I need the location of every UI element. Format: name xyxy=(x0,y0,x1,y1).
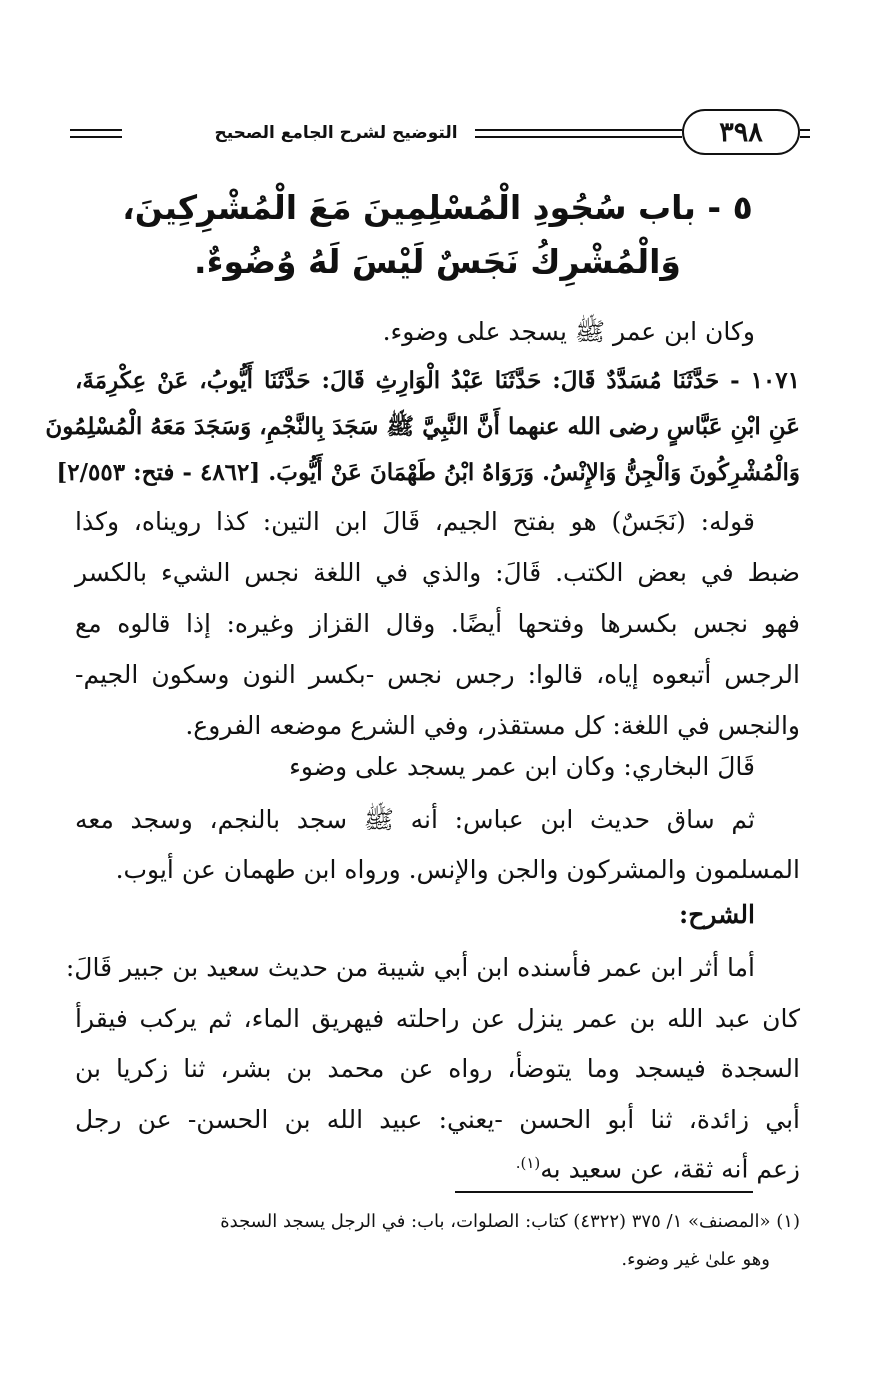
body-line: قوله: (نَجَسٌ) هو بفتح الجيم، قَالَ ابن التين: كذا رويناه، وكذا xyxy=(75,507,755,536)
footnote-line: وهو علىٰ غير وضوء. xyxy=(621,1249,770,1270)
footnote-line: (١) «المصنف» ١/ ٣٧٥ (٤٣٢٢) كتاب: الصلوات، باب: في الرجل يسجد السجدة xyxy=(220,1211,800,1232)
chapter-heading-line-2: وَالْمُشْرِكُ نَجَسٌ لَيْسَ لَهُ وُضُوءٌ. xyxy=(194,242,681,281)
chapter-heading-line-1: ٥ - باب سُجُودِ الْمُسْلِمِينَ مَعَ الْمُشْرِكِينَ، xyxy=(122,188,753,227)
body-line: قَالَ البخاري: وكان ابن عمر يسجد على وضوء xyxy=(289,752,755,781)
header-rule-mid-bottom xyxy=(475,136,682,138)
hadith-line: وَالْمُشْرِكُونَ وَالْجِنُّ وَالإِنْسُ. وَرَوَاهُ ابْنُ طَهْمَانَ عَنْ أَيُّوبَ. [٤٨٦٢ - فتح: ٢/٥٥٣] xyxy=(56,459,800,486)
body-line: أبي زائدة، ثنا أبو الحسن -يعني: عبيد الله بن الحسن- عن رجل xyxy=(75,1105,800,1134)
body-line: فهو نجس بكسرها وفتحها أيضًا. وقال القزاز وغيره: إذا قالوه مع xyxy=(75,609,800,638)
body-line: الرجس أتبعوه إياه، قالوا: رجس نجس -بكسر النون وسكون الجيم- xyxy=(75,660,800,689)
body-line: ضبط في بعض الكتب. قَالَ: والذي في اللغة نجس الشيء بالكسر xyxy=(75,558,800,587)
body-line: وكان ابن عمر ﷺ يسجد على وضوء. xyxy=(382,317,755,346)
body-line: المسلمون والمشركون والجن والإنس. ورواه ابن طهمان عن أيوب. xyxy=(115,855,800,884)
page-number: ٣٩٨ xyxy=(719,116,763,148)
body-line: ثم ساق حديث ابن عباس: أنه ﷺ سجد بالنجم، وسجد معه xyxy=(75,805,755,834)
body-line: والنجس في اللغة: كل مستقذر، وفي الشرع موضعه الفروع. xyxy=(185,711,800,740)
running-header xyxy=(70,105,810,165)
body-line-last xyxy=(75,1141,800,1185)
header-rule-left-bottom xyxy=(70,136,122,138)
header-rule-right-bottom xyxy=(800,136,810,138)
header-rule-left-top xyxy=(70,129,122,131)
page-number-badge xyxy=(682,109,800,155)
header-rule-mid-top xyxy=(475,129,682,131)
footnote-divider xyxy=(455,1191,753,1193)
body-line-text: زعم أنه ثقة، عن سعيد به xyxy=(540,1154,800,1184)
section-label-sharh: الشرح: xyxy=(678,900,755,929)
body-line: أما أثر ابن عمر فأسنده ابن أبي شيبة من حديث سعيد بن جبير قَالَ: xyxy=(65,953,755,982)
body-line: كان عبد الله بن عمر ينزل عن راحلته فيهريق الماء، ثم يركب فيقرأ xyxy=(75,1004,800,1033)
header-rule-right-top xyxy=(800,129,810,131)
body-line: السجدة فيسجد وما يتوضأ، رواه عن محمد بن بشر، ثنا زكريا بن xyxy=(75,1054,800,1083)
hadith-line: ١٠٧١ - حَدَّثَنَا مُسَدَّدٌ قَالَ: حَدَّثَنَا عَبْدُ الْوَارِثِ قَالَ: حَدَّثَنَا أَيُّوبُ، عَنْ عِكْرِمَةَ، xyxy=(75,367,800,394)
running-title: التوضيح لشرح الجامع الصحيح xyxy=(214,123,458,143)
footnote-marker: (١). xyxy=(515,1154,541,1172)
hadith-line: عَنِ ابْنِ عَبَّاسٍ رضى الله عنهما أَنَّ النَّبِيَّ ﷺ سَجَدَ بِالنَّجْمِ، وَسَجَدَ مَعَهُ الْمُسْلِمُونَ xyxy=(45,413,800,440)
